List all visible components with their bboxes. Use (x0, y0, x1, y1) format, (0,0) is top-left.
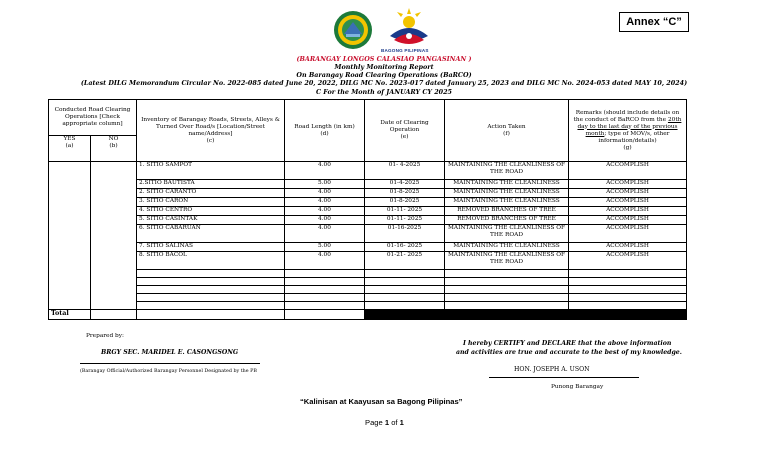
barangay-seal-icon (333, 10, 373, 50)
prepared-by-label: Prepared by: (86, 333, 124, 339)
action-cell: MAINTAINING THE CLEANLINESS (445, 180, 569, 189)
road-cell: 4. SITIO CENTRO (137, 207, 285, 216)
remarks-cell: ACCOMPLISH (569, 180, 687, 189)
bagong-pilipinas-text: BAGONG PILIPINAS (381, 48, 429, 53)
col-action-header: Action Taken (f) (445, 100, 569, 162)
date-cell: 01-16- 2025 (365, 243, 445, 252)
col-yes-header: YES (a) (49, 136, 91, 162)
remarks-cell: ACCOMPLISH (569, 189, 687, 198)
date-cell: 01-8-2025 (365, 189, 445, 198)
road-cell: 2. SITIO CARANTO (137, 189, 285, 198)
page-number: Page 1 of 1 (365, 418, 404, 427)
remarks-cell: ACCOMPLISH (569, 243, 687, 252)
road-cell: 6. SITIO CABARUAN (137, 225, 285, 243)
table-header-row (49, 100, 687, 136)
road-cell: 7. SITIO SALINAS (137, 243, 285, 252)
total-road-cell (137, 310, 285, 320)
action-cell: MAINTAINING THE CLEANLINESS (445, 243, 569, 252)
remarks-cell: ACCOMPLISH (569, 162, 687, 180)
remarks-cell: ACCOMPLISH (569, 252, 687, 270)
length-cell: 5.00 (285, 180, 365, 189)
table-row-empty (49, 294, 687, 302)
length-cell: 4.00 (285, 207, 365, 216)
col-no-header: NO (b) (91, 136, 137, 162)
action-cell: MAINTAINING THE CLEANLINESS OF THE ROAD (445, 225, 569, 243)
road-cell: 3. SITIO CARON (137, 198, 285, 207)
col-inventory-header: Inventory of Barangay Roads, Streets, Alleys & Turned Over Road/s [Location/Street name/Address] (c) (137, 100, 285, 162)
secretary-designation: (Barangay Official/Authorized Barangay Personnel Designated by the PB (80, 369, 257, 374)
action-cell: REMOVED BRANCHES OF TREE (445, 207, 569, 216)
col-remarks-header: Remarks (should include details on the conduct of BaRCO from the 20th day to the last day of the previous month; type of MOV/s, other information/details) (g) (569, 100, 687, 162)
table-row-empty (49, 302, 687, 310)
road-cell: 5. SITIO CASINTAK (137, 216, 285, 225)
length-cell: 4.00 (285, 189, 365, 198)
road-cell: 8. SITIO BACOL (137, 252, 285, 270)
table-row (49, 198, 687, 207)
total-blank-cell (365, 310, 445, 320)
length-cell: 4.00 (285, 252, 365, 270)
table-row (49, 180, 687, 189)
report-title: Monthly Monitoring Report (334, 63, 434, 71)
annex-label: Annex “C” (619, 12, 689, 32)
barco-table (48, 99, 687, 320)
punong-barangay-title: Punong Barangay (551, 384, 604, 390)
road-cell: 2.SITIO BAUTISTA (137, 180, 285, 189)
col-length-header: Road Length (in km) (d) (285, 100, 365, 162)
table-row-empty (49, 270, 687, 278)
report-subtitle: On Barangay Road Clearing Operations (BaRCO) (296, 71, 472, 79)
date-cell: 01-21- 2025 (365, 252, 445, 270)
table-row (49, 189, 687, 198)
remarks-cell: ACCOMPLISH (569, 225, 687, 243)
certification-line-1: I hereby CERTIFY and DECLARE that the above information (463, 340, 672, 347)
length-cell: 4.00 (285, 162, 365, 180)
barangay-name: (BARANGAY LONGOS CALASIAO PANGASINAN ) (296, 55, 472, 63)
action-cell: REMOVED BRANCHES OF TREE (445, 216, 569, 225)
table-row (49, 162, 687, 180)
road-cell: 1. SITIO SAMPOT (137, 162, 285, 180)
motto: “Kalinisan at Kaayusan sa Bagong Pilipinas” (300, 397, 463, 406)
date-cell: 01-11- 2025 (365, 207, 445, 216)
col-conducted-header: Conducted Road Clearing Operations [Check appropriate column] (49, 100, 137, 136)
table-row-empty (49, 278, 687, 286)
total-blank-cell (569, 310, 687, 320)
action-cell: MAINTAINING THE CLEANLINESS OF THE ROAD (445, 252, 569, 270)
date-cell: 01-4-2025 (365, 180, 445, 189)
table-row-empty (49, 286, 687, 294)
secretary-signature-line (80, 363, 260, 364)
punong-barangay-name: HON. JOSEPH A. USON (514, 366, 590, 373)
total-no-cell (91, 310, 137, 320)
bagong-pilipinas-logo-icon (386, 6, 432, 50)
yes-column-cell (49, 162, 91, 310)
punong-barangay-signature-line (489, 377, 639, 378)
date-cell: 01-16-2025 (365, 225, 445, 243)
total-blank-cell (445, 310, 569, 320)
total-length-cell (285, 310, 365, 320)
total-row (49, 310, 687, 320)
remarks-cell: ACCOMPLISH (569, 216, 687, 225)
length-cell: 4.00 (285, 198, 365, 207)
table-row (49, 207, 687, 216)
remarks-cell: ACCOMPLISH (569, 198, 687, 207)
date-cell: 01-8-2025 (365, 198, 445, 207)
length-cell: 5.00 (285, 243, 365, 252)
action-cell: MAINTAINING THE CLEANLINESS OF THE ROAD (445, 162, 569, 180)
report-month: C For the Month of JANUARY CY 2025 (315, 88, 452, 96)
certification-line-2: and activities are true and accurate to the best of my knowledge. (456, 349, 682, 356)
no-column-cell (91, 162, 137, 310)
col-date-header: Date of Clearing Operation (e) (365, 100, 445, 162)
secretary-name: BRGY SEC. MARIDEL E. CASONGSONG (101, 349, 239, 356)
table-row (49, 216, 687, 225)
table-row (49, 252, 687, 270)
table-row (49, 225, 687, 243)
table-row (49, 243, 687, 252)
length-cell: 4.00 (285, 216, 365, 225)
date-cell: 01-11- 2025 (365, 216, 445, 225)
memo-reference: (Latest DILG Memorandum Circular No. 2022-085 dated June 20, 2022, DILG MC No. 2023-017 dated January 25, 2023 and DILG MC No. 2024-053 dated MAY 10, 2024) (80, 79, 688, 87)
remarks-cell: ACCOMPLISH (569, 207, 687, 216)
action-cell: MAINTAINING THE CLEANLINESS (445, 198, 569, 207)
action-cell: MAINTAINING THE CLEANLINESS (445, 189, 569, 198)
length-cell: 4.00 (285, 225, 365, 243)
date-cell: 01- 4-2025 (365, 162, 445, 180)
total-label: Total (49, 310, 91, 320)
